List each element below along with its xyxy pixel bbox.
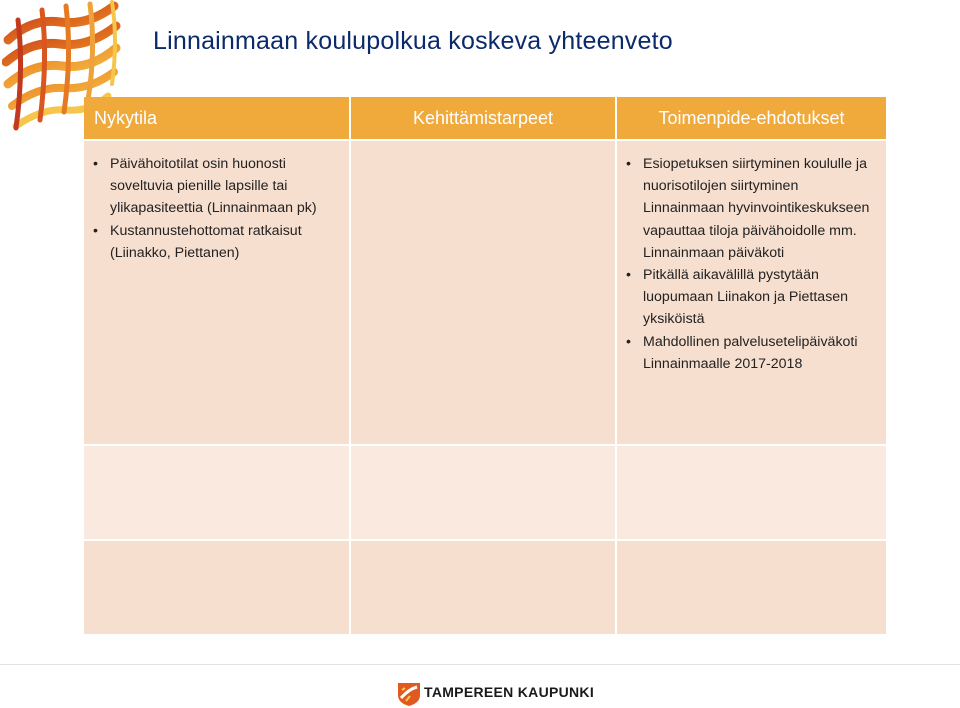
empty-cell <box>84 541 351 636</box>
cell-toimenpide-ehdotukset <box>617 141 886 446</box>
summary-table <box>84 97 886 636</box>
cell-nykytila <box>84 141 351 446</box>
nykytila-list <box>84 141 349 264</box>
page-title: Linnainmaan koulupolkua koskeva yhteenveto <box>153 27 673 55</box>
empty-cell <box>617 446 886 541</box>
empty-cell <box>617 541 886 636</box>
tampere-crest-icon <box>396 681 422 707</box>
toimenpide-list <box>617 141 886 375</box>
header-nykytila: Nykytila <box>84 97 351 141</box>
empty-cell <box>84 446 351 541</box>
list-item: • Kustannustehottomat ratkaisut (Liinakko, Piettanen) <box>110 220 343 264</box>
empty-cell <box>351 541 617 636</box>
footer-divider <box>0 664 960 665</box>
empty-cell <box>351 446 617 541</box>
list-item: • Päivähoitotilat osin huonosti soveltuvia pienille lapsille tai ylikapasiteettia (Linnainmaan pk) <box>110 153 343 220</box>
list-item: • Pitkällä aikavälillä pystytään luopumaan Liinakon ja Piettasen yksiköistä <box>643 264 880 331</box>
header-kehittamistarpeet: Kehittämistarpeet <box>351 97 617 141</box>
list-item: • Esiopetuksen siirtyminen koululle ja nuorisotilojen siirtyminen Linnainmaan hyvinvointikeskukseen vapauttaa tiloja päivähoidolle mm. Linnainmaan päiväkoti <box>643 153 880 264</box>
cell-kehittamistarpeet <box>351 141 617 446</box>
header-toimenpide-ehdotukset: Toimenpide-ehdotukset <box>617 97 886 141</box>
org-name: TAMPEREEN KAUPUNKI <box>424 684 595 700</box>
list-item: • Mahdollinen palvelusetelipäiväkoti Linnainmaalle 2017-2018 <box>643 331 880 375</box>
